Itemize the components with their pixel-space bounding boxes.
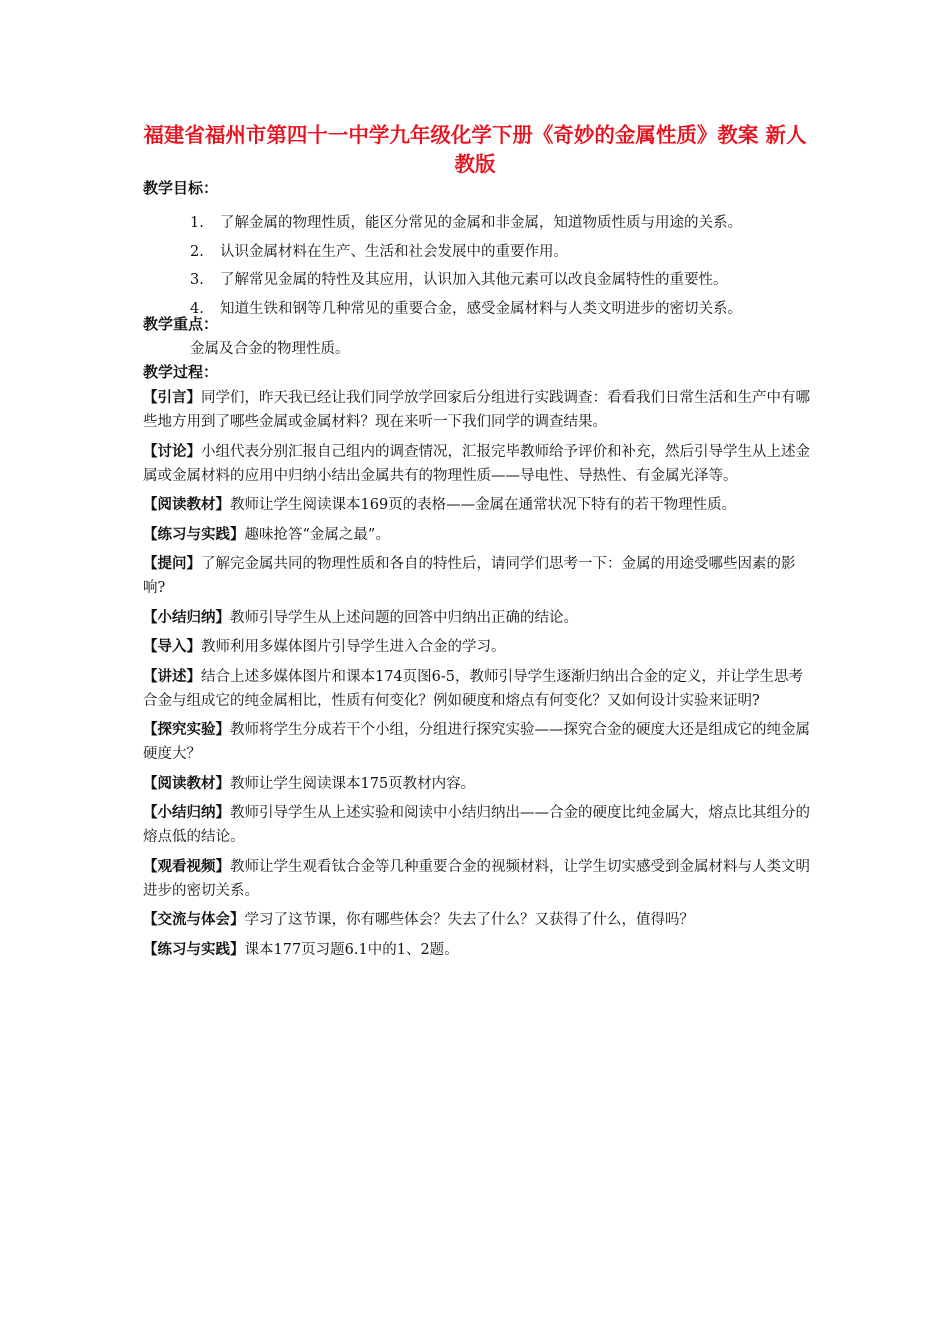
step-tag: 【提问】 [143, 556, 201, 572]
step-tag: 【练习与实践】 [143, 526, 245, 543]
step-tag: 【小结归纳】 [143, 805, 230, 821]
process-step [143, 772, 811, 796]
process-step [143, 523, 811, 547]
goal-item [190, 270, 830, 290]
step-tag: 【讲述】 [143, 668, 201, 685]
process-step [143, 718, 811, 766]
process-step [143, 635, 811, 659]
goal-text: 了解金属的物理性质，能区分常见的金属和非金属，知道物质性质与用途的关系。 [220, 215, 742, 231]
process-step [143, 665, 811, 713]
document-title: 福建省福州市第四十一中学九年级化学下册《奇妙的金属性质》教案 新人教版 [143, 123, 807, 176]
process-step [143, 386, 811, 434]
focus-text: 金属及合金的物理性质。 [190, 341, 350, 357]
step-text: 教师引导学生从上述实验和阅读中小结归纳出——合金的硬度比纯金属大，熔点比其组分的熔点低的结论。 [143, 805, 810, 845]
goal-item [190, 242, 830, 262]
focus-heading: 教学重点： [143, 315, 219, 333]
goal-number: 4. [190, 300, 204, 317]
process-step [143, 606, 811, 630]
goal-number: 2. [190, 243, 204, 260]
step-text: 教师让学生阅读课本169页的表格——金属在通常状况下特有的若干物理性质。 [230, 497, 737, 513]
goals-list [190, 213, 830, 327]
goal-text: 知道生铁和钢等几种常见的重要合金，感受金属材料与人类文明进步的密切关系。 [220, 300, 742, 317]
step-tag: 【阅读教材】 [143, 775, 230, 792]
process-step [143, 493, 811, 517]
goal-text: 了解常见金属的特性及其应用，认识加入其他元素可以改良金属特性的重要性。 [220, 272, 728, 288]
process-step [143, 552, 811, 600]
process-step [143, 801, 811, 849]
step-tag: 【阅读教材】 [143, 497, 230, 513]
step-tag: 【练习与实践】 [143, 941, 245, 958]
step-text: 学习了这节课，你有哪些体会？失去了什么？又获得了什么，值得吗？ [244, 912, 694, 928]
goal-text: 认识金属材料在生产、生活和社会发展中的重要作用。 [220, 243, 568, 260]
goal-item [190, 213, 830, 233]
step-tag: 【观看视频】 [143, 858, 230, 875]
process-step [143, 855, 811, 903]
step-text: 小组代表分别汇报自己组内的调查情况，汇报完毕教师给予评价和补充，然后引导学生从上述金属或金属材料的应用中归纳小结出金属共有的物理性质——导电性、导热性、有金属光泽等。 [143, 443, 810, 484]
goal-item [190, 299, 830, 319]
goal-number: 3. [190, 272, 204, 288]
step-tag: 【引言】 [143, 390, 201, 406]
process-step [143, 938, 811, 962]
step-tag: 【交流与体会】 [143, 912, 245, 928]
step-text: 结合上述多媒体图片和课本174页图6-5，教师引导学生逐渐归纳出合金的定义，并让学生思考合金与组成它的纯金属相比，性质有何变化？例如硬度和熔点有何变化？又如何设计实验来证明? [143, 668, 804, 709]
step-tag: 【小结归纳】 [143, 609, 230, 626]
goals-heading: 教学目标： [143, 179, 219, 197]
step-text: 课本177页习题6.1中的1、2题。 [244, 941, 459, 958]
step-text: 了解完金属共同的物理性质和各自的特性后，请同学们思考一下：金属的用途受哪些因素的影响? [143, 556, 796, 596]
step-text: 教师让学生阅读课本175页教材内容。 [230, 775, 476, 792]
step-text: 同学们，昨天我已经让我们同学放学回家后分组进行实践调查：看看我们日常生活和生产中有哪些地方用到了哪些金属或金属材料？现在来听一下我们同学的调查结果。 [143, 390, 810, 430]
step-tag: 【探究实验】 [143, 722, 230, 738]
goal-number: 1. [190, 215, 204, 231]
step-tag: 【导入】 [143, 639, 201, 655]
step-text: 教师引导学生从上述问题的回答中归纳出正确的结论。 [230, 609, 578, 626]
process-heading: 教学过程： [143, 363, 219, 381]
step-text: 教师让学生观看钛合金等几种重要合金的视频材料，让学生切实感受到金属材料与人类文明进步的密切关系。 [143, 858, 810, 899]
process-step [143, 908, 811, 932]
step-text: 教师利用多媒体图片引导学生进入合金的学习。 [201, 639, 506, 655]
process-steps [143, 386, 811, 967]
step-text: 趣味抢答“金属之最”。 [244, 526, 390, 543]
step-text: 教师将学生分成若干个小组，分组进行探究实验——探究合金的硬度大还是组成它的纯金属硬度大？ [143, 722, 810, 762]
step-tag: 【讨论】 [143, 443, 201, 460]
process-step [143, 440, 811, 488]
